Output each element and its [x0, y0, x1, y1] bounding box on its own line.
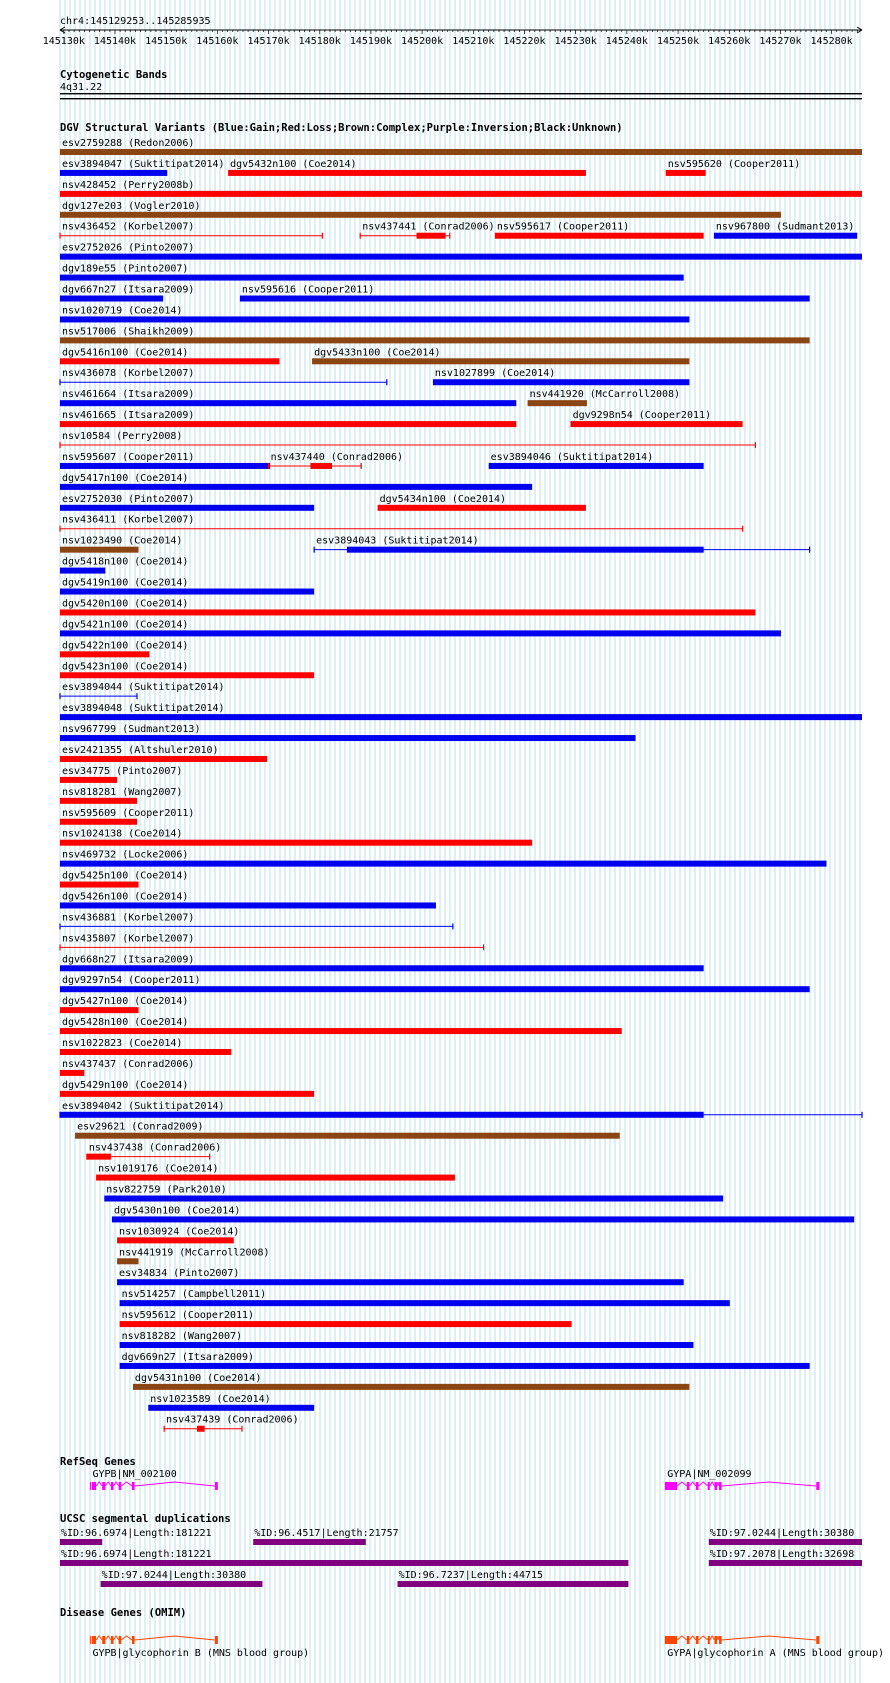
- dgv-variant-bar[interactable]: [60, 400, 516, 406]
- ruler-tick-label: 145150k: [145, 36, 188, 47]
- dgv-variant-bar[interactable]: [60, 589, 314, 595]
- dgv-variant-bar[interactable]: [714, 233, 857, 239]
- dgv-variant-label: dgv189e55 (Pinto2007): [62, 263, 189, 275]
- dgv-variant-bar[interactable]: [495, 233, 704, 239]
- dgv-variant-label: dgv5417n100 (Coe2014): [62, 472, 189, 484]
- ruler-tick-label: 145250k: [656, 36, 700, 47]
- dgv-variant-label: dgv5428n100 (Coe2014): [62, 1017, 189, 1029]
- dgv-variant-label: esv34775 (Pinto2007): [62, 765, 183, 777]
- dgv-variant-label: nsv967799 (Sudmant2013): [62, 724, 201, 736]
- gene-intron: [710, 1482, 715, 1486]
- dgv-variant-label: nsv595616 (Cooper2011): [241, 284, 375, 296]
- dgv-variant-bar[interactable]: [117, 1237, 234, 1243]
- gene-exon: [132, 1482, 135, 1490]
- segdup-bar[interactable]: [60, 1560, 628, 1566]
- segdup-bar[interactable]: [709, 1560, 862, 1566]
- dgv-variant-block[interactable]: [416, 233, 445, 239]
- dgv-variant-block[interactable]: [87, 1154, 111, 1160]
- segdup-bar[interactable]: [253, 1539, 366, 1545]
- dgv-variant-label: esv3894046 (Suktitipat2014): [490, 451, 654, 463]
- dgv-variant-label: nsv436881 (Korbel2007): [62, 912, 195, 924]
- gene-intron: [710, 1636, 715, 1640]
- dgv-variant-label: nsv595609 (Cooper2011): [62, 807, 195, 819]
- dgv-structural-variants-track: [60, 122, 862, 1432]
- dgv-variant-label: esv3894048 (Suktitipat2014): [62, 703, 225, 715]
- gene-intron: [96, 1482, 102, 1486]
- ruler-tick-label: 145140k: [93, 36, 137, 47]
- dgv-variant-bar[interactable]: [60, 840, 532, 846]
- dgv-variant-label: esv3894044 (Suktitipat2014): [62, 682, 225, 694]
- refseq-gene[interactable]: [665, 1469, 819, 1490]
- dgv-variant-bar[interactable]: [60, 1091, 314, 1097]
- dgv-variant-block[interactable]: [197, 1426, 205, 1432]
- dgv-variant-label: nsv967800 (Sudmant2013): [715, 221, 855, 233]
- dgv-variant-bar[interactable]: [120, 1363, 810, 1369]
- dgv-variant-label: esv2759288 (Redon2006): [62, 138, 195, 149]
- gene-exon: [714, 1482, 717, 1490]
- cytoband-divider: [60, 98, 862, 99]
- gene-exon: [665, 1636, 677, 1644]
- gene-label: GYPA|glycophorin A (MNS blood group): [667, 1648, 885, 1659]
- dgv-variant-label: dgv5416n100 (Coe2014): [62, 347, 189, 359]
- dgv-variant-label: nsv435807 (Korbel2007): [62, 933, 195, 945]
- dgv-variant-block[interactable]: [60, 1112, 704, 1118]
- dgv-variant-block[interactable]: [347, 547, 704, 553]
- dgv-variant-bar[interactable]: [60, 1028, 622, 1034]
- dgv-variant-label: dgv5429n100 (Coe2014): [62, 1079, 189, 1091]
- dgv-variant-bar[interactable]: [60, 212, 781, 218]
- ruler-tick-label: 145240k: [605, 36, 648, 47]
- gene-exon: [665, 1482, 677, 1490]
- dgv-variant-label: esv2752030 (Pinto2007): [62, 493, 195, 505]
- dgv-variant-label: dgv9298n54 (Cooper2011): [572, 410, 712, 422]
- dgv-variant-label: nsv441919 (McCarroll2008): [119, 1247, 270, 1259]
- gene-exon: [687, 1482, 690, 1490]
- gene-label: GYPB|NM_002100: [92, 1469, 177, 1480]
- dgv-variant-bar[interactable]: [571, 421, 743, 427]
- dgv-variant-label: nsv517006 (Shaikh2009): [62, 326, 195, 338]
- dgv-variant-bar[interactable]: [60, 568, 105, 574]
- dgv-variant-label: dgv5434n100 (Coe2014): [379, 493, 507, 505]
- dgv-variant-label: nsv595607 (Cooper2011): [62, 451, 195, 463]
- dgv-variant-bar[interactable]: [60, 882, 139, 888]
- gene-exon: [708, 1636, 710, 1644]
- gene-intron: [717, 1636, 719, 1640]
- dgv-variant-bar[interactable]: [60, 714, 862, 720]
- dgv-variant-label: dgv5423n100 (Coe2014): [62, 661, 189, 673]
- segdup-label: %ID:97.0244|Length:30380: [709, 1528, 855, 1539]
- dgv-variant-bar[interactable]: [120, 1342, 694, 1348]
- dgv-variant-bar[interactable]: [133, 1384, 689, 1390]
- dgv-variant-bar[interactable]: [240, 296, 810, 302]
- dgv-variant-label: nsv436411 (Korbel2007): [62, 514, 195, 526]
- ruler-tick-label: 145180k: [298, 36, 341, 47]
- segdup-label: %ID:96.6974|Length:181221: [61, 1549, 212, 1560]
- dgv-variant-bar[interactable]: [120, 1300, 730, 1306]
- dgv-variant-bar[interactable]: [60, 609, 755, 615]
- dgv-variant-label: dgv669n27 (Itsara2009): [121, 1351, 255, 1363]
- dgv-variant-bar[interactable]: [60, 316, 689, 322]
- dgv-variant-label: dgv668n27 (Itsara2009): [62, 954, 195, 966]
- dgv-variant-label: nsv595620 (Cooper2011): [667, 158, 801, 170]
- dgv-variant-label: nsv428452 (Perry2008b): [62, 179, 195, 191]
- gene-exon: [111, 1482, 114, 1490]
- dgv-variant-bar[interactable]: [120, 1321, 572, 1327]
- gene-exon: [102, 1482, 105, 1490]
- gene-exon: [719, 1482, 722, 1490]
- refseq-gene[interactable]: [90, 1469, 217, 1490]
- dgv-variant-label: nsv1020719 (Coe2014): [62, 305, 183, 317]
- dgv-variant-label: nsv469732 (Locke2006): [62, 849, 189, 861]
- dgv-variant-label: dgv5430n100 (Coe2014): [113, 1205, 241, 1217]
- dgv-variant-bar[interactable]: [60, 1007, 139, 1013]
- gene-exon: [687, 1636, 690, 1644]
- dgv-variant-label: dgv5418n100 (Coe2014): [62, 556, 189, 568]
- dgv-variant-bar[interactable]: [148, 1405, 314, 1411]
- dgv-variant-label: nsv437437 (Conrad2006): [62, 1058, 195, 1070]
- dgv-variant-label: dgv5426n100 (Coe2014): [62, 891, 189, 903]
- dgv-variant-label: nsv1030924 (Coe2014): [119, 1226, 240, 1238]
- ruler-tick-label: 145260k: [708, 36, 751, 47]
- dgv-variant-label: nsv818282 (Wang2007): [121, 1331, 243, 1343]
- segdup-label: %ID:97.2078|Length:32698: [709, 1549, 855, 1560]
- gene-exon: [708, 1482, 710, 1490]
- dgv-variant-bar[interactable]: [60, 296, 163, 302]
- dgv-variant-label: esv34834 (Pinto2007): [119, 1268, 240, 1280]
- ruler-tick-label: 145270k: [759, 36, 802, 47]
- dgv-variant-bar[interactable]: [60, 986, 810, 992]
- dgv-variant-label: esv3894042 (Suktitipat2014): [62, 1100, 225, 1112]
- dgv-variant-bar[interactable]: [60, 861, 827, 867]
- dgv-variant-label: nsv436452 (Korbel2007): [62, 221, 195, 233]
- ruler-tick-label: 145170k: [247, 36, 290, 47]
- dgv-variant-label: nsv1019176 (Coe2014): [98, 1163, 219, 1175]
- dgv-variant-label: nsv1022823 (Coe2014): [62, 1037, 183, 1049]
- dgv-variant-label: dgv5433n100 (Coe2014): [314, 347, 441, 359]
- dgv-variant-bar[interactable]: [104, 1196, 723, 1202]
- dgv-variant-bar[interactable]: [60, 777, 117, 783]
- dgv-variant-bar[interactable]: [60, 254, 862, 260]
- dgv-variant-bar[interactable]: [60, 1049, 231, 1055]
- dgv-variant-bar[interactable]: [312, 358, 689, 364]
- cytoband-bar[interactable]: [60, 93, 862, 94]
- dgv-variant-label: nsv437438 (Conrad2006): [88, 1142, 222, 1154]
- dgv-variant-bar[interactable]: [60, 735, 636, 741]
- gene-exon: [119, 1636, 122, 1644]
- dgv-variant-label: esv3894047 (Suktitipat2014): [62, 158, 225, 170]
- dgv-variant-bar[interactable]: [60, 191, 862, 197]
- gene-label: GYPB|glycophorin B (MNS blood group): [92, 1648, 310, 1659]
- dgv-variant-bar[interactable]: [60, 337, 810, 343]
- dgv-variant-bar[interactable]: [60, 149, 862, 155]
- ruler-tick-label: 145230k: [554, 36, 597, 47]
- dgv-variant-label: esv3894043 (Suktitipat2014): [316, 535, 479, 547]
- coordinate-ruler: [43, 16, 862, 47]
- dgv-variant-bar[interactable]: [60, 672, 314, 678]
- gene-intron: [722, 1636, 817, 1640]
- segdup-track-title: UCSC segmental duplications: [60, 1513, 231, 1525]
- dgv-variant-label: nsv10584 (Perry2008): [62, 431, 183, 443]
- refseq-track-title: RefSeq Genes: [60, 1456, 136, 1468]
- ruler-tick-label: 145190k: [349, 36, 393, 47]
- dgv-track-title: DGV Structural Variants (Blue:Gain;Red:Loss;Brown:Complex;Purple:Inversion;Black:Unknown): [60, 122, 623, 134]
- dgv-variant-label: esv2421355 (Altshuler2010): [62, 744, 219, 756]
- dgv-variant-bar[interactable]: [60, 1070, 84, 1076]
- dgv-variant-label: nsv441920 (McCarroll2008): [529, 389, 681, 401]
- gene-exon: [102, 1636, 105, 1644]
- dgv-variant-label: nsv822759 (Park2010): [106, 1184, 227, 1196]
- dgv-variant-label: dgv127e203 (Vogler2010): [62, 200, 201, 212]
- segdup-label: %ID:96.7237|Length:44715: [398, 1570, 544, 1581]
- gene-intron: [717, 1482, 719, 1486]
- segdup-bar[interactable]: [398, 1581, 629, 1587]
- dgv-variant-label: esv2752026 (Pinto2007): [62, 242, 195, 254]
- dgv-variant-block[interactable]: [311, 463, 332, 469]
- dgv-variant-bar[interactable]: [433, 379, 689, 385]
- ruler-tick-label: 145210k: [452, 36, 495, 47]
- dgv-variant-label: dgv667n27 (Itsara2009): [62, 284, 195, 296]
- ruler-tick-label: 145130k: [42, 36, 85, 47]
- ruler-tick-label: 145200k: [401, 36, 444, 47]
- dgv-variant-label: dgv5427n100 (Coe2014): [62, 996, 189, 1008]
- dgv-variant-label: dgv5419n100 (Coe2014): [62, 577, 189, 589]
- dgv-variant-label: nsv1023589 (Coe2014): [150, 1393, 271, 1405]
- gene-intron: [113, 1482, 118, 1486]
- cytoband-track-title: Cytogenetic Bands: [60, 69, 168, 81]
- gene-intron: [113, 1636, 118, 1640]
- dgv-variant-label: nsv436078 (Korbel2007): [62, 368, 195, 380]
- dgv-variant-bar[interactable]: [489, 463, 704, 469]
- segdup-label: %ID:96.6974|Length:181221: [61, 1528, 212, 1539]
- dgv-variant-label: nsv1023490 (Coe2014): [62, 535, 183, 547]
- gene-exon: [714, 1636, 717, 1644]
- gene-exon: [696, 1482, 699, 1490]
- dgv-variant-label: nsv1024138 (Coe2014): [62, 828, 183, 840]
- dgv-variant-bar[interactable]: [60, 463, 270, 469]
- segdup-label: %ID:96.4517|Length:21757: [254, 1528, 399, 1539]
- dgv-variant-bar[interactable]: [60, 902, 436, 908]
- dgv-variant-bar[interactable]: [666, 170, 706, 176]
- ruler-tick-label: 145280k: [810, 36, 853, 47]
- dgv-variant-label: nsv514257 (Campbell2011): [121, 1289, 267, 1301]
- dgv-variant-bar[interactable]: [528, 400, 587, 406]
- gene-exon: [696, 1636, 699, 1644]
- dgv-variant-bar[interactable]: [60, 651, 149, 657]
- dgv-variant-bar[interactable]: [60, 630, 781, 636]
- cytoband-label: 4q31.22: [60, 82, 103, 93]
- omim-disease-genes-track: [60, 1607, 884, 1659]
- dgv-variant-label: nsv818281 (Wang2007): [62, 786, 183, 798]
- dgv-variant-bar[interactable]: [60, 547, 139, 553]
- dgv-variant-bar[interactable]: [112, 1216, 854, 1222]
- dgv-variant-label: dgv5425n100 (Coe2014): [62, 870, 189, 882]
- gene-intron: [722, 1482, 817, 1486]
- dgv-variant-bar[interactable]: [60, 819, 137, 825]
- dgv-variant-bar[interactable]: [60, 484, 532, 490]
- ruler-tick-label: 145160k: [196, 36, 239, 47]
- dgv-variant-label: dgv9297n54 (Cooper2011): [62, 975, 201, 987]
- dgv-variant-bar[interactable]: [117, 1279, 684, 1285]
- dgv-variant-bar[interactable]: [117, 1258, 138, 1264]
- dgv-variant-label: dgv5420n100 (Coe2014): [62, 598, 189, 610]
- dgv-variant-label: esv29621 (Conrad2009): [77, 1121, 204, 1133]
- dgv-variant-bar[interactable]: [96, 1175, 455, 1181]
- segdup-bar[interactable]: [709, 1539, 862, 1545]
- dgv-variant-bar[interactable]: [60, 275, 684, 281]
- dgv-variant-bar[interactable]: [60, 798, 137, 804]
- dgv-variant-label: nsv461664 (Itsara2009): [62, 389, 195, 401]
- segmental-duplications-track: [60, 1513, 862, 1587]
- dgv-variant-label: nsv437441 (Conrad2006): [362, 221, 495, 233]
- omim-track-title: Disease Genes (OMIM): [60, 1607, 187, 1619]
- chromosome-coordinates: chr4:145129253..145285935: [60, 16, 211, 27]
- dgv-variant-bar[interactable]: [60, 358, 279, 364]
- dgv-variant-label: dgv5422n100 (Coe2014): [62, 640, 189, 652]
- dgv-variant-bar[interactable]: [60, 756, 267, 762]
- gene-exon: [719, 1636, 722, 1644]
- dgv-variant-label: nsv1027899 (Coe2014): [434, 368, 556, 380]
- gene-exon: [92, 1636, 96, 1644]
- gene-label: GYPA|NM_002099: [667, 1469, 752, 1480]
- dgv-variant-label: nsv595612 (Cooper2011): [121, 1310, 255, 1322]
- dgv-variant-bar[interactable]: [378, 505, 586, 511]
- dgv-variant-bar[interactable]: [228, 170, 586, 176]
- dgv-variant-bar[interactable]: [60, 965, 704, 971]
- dgv-variant-label: nsv461665 (Itsara2009): [62, 410, 195, 422]
- dgv-variant-label: nsv437440 (Conrad2006): [270, 451, 404, 463]
- segdup-bar[interactable]: [101, 1581, 263, 1587]
- dgv-variant-label: dgv5421n100 (Coe2014): [62, 619, 189, 631]
- dgv-variant-bar[interactable]: [60, 421, 516, 427]
- ruler-tick-label: 145220k: [503, 36, 546, 47]
- gene-exon: [132, 1636, 135, 1644]
- gene-exon: [92, 1482, 96, 1490]
- dgv-variant-label: dgv5431n100 (Coe2014): [134, 1372, 262, 1384]
- dgv-variant-label: nsv595617 (Cooper2011): [496, 221, 630, 233]
- segdup-label: %ID:97.0244|Length:30380: [101, 1570, 247, 1581]
- dgv-variant-bar[interactable]: [60, 170, 167, 176]
- dgv-variant-bar[interactable]: [60, 505, 314, 511]
- segdup-bar[interactable]: [60, 1539, 102, 1545]
- dgv-variant-bar[interactable]: [75, 1133, 620, 1139]
- gene-exon: [119, 1482, 122, 1490]
- dgv-variant-label: nsv437439 (Conrad2006): [166, 1414, 299, 1426]
- gene-intron: [96, 1636, 102, 1640]
- gene-exon: [111, 1636, 114, 1644]
- dgv-variant-label: dgv5432n100 (Coe2014): [230, 158, 357, 170]
